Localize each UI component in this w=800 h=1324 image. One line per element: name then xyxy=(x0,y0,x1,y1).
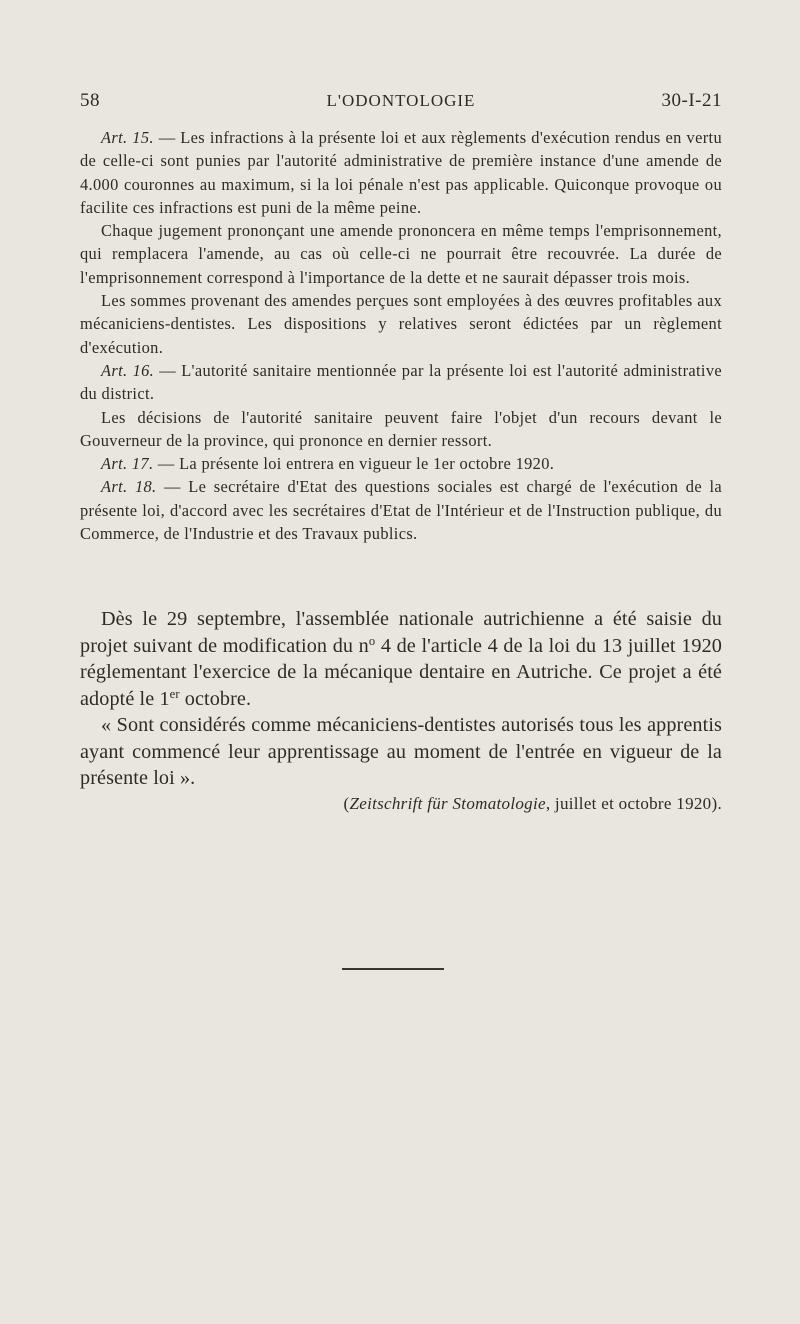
cited-journal: Zeitschrift für Stomatologie xyxy=(349,794,546,813)
law-paragraph xyxy=(80,452,722,475)
article-text: — La présente loi entrera en vigueur le 1er octobre 1920. xyxy=(153,454,555,474)
article-label: Art. 18. xyxy=(101,477,157,497)
article-label: Art. 17. xyxy=(101,454,154,474)
law-paragraph xyxy=(80,289,722,359)
citation-paren: ( xyxy=(343,794,350,813)
report-text: octobre. xyxy=(179,687,252,710)
law-paragraph xyxy=(80,406,722,453)
report-text: Dès le 29 septembre, l'assemblée nationale autrichienne a été saisie du projet suivant de modification du n xyxy=(80,608,722,657)
superscript: er xyxy=(169,686,180,701)
article-text: — L'autorité sanitaire mentionnée par la présente loi est l'autorité administrative du district. xyxy=(80,360,722,404)
article-label: Art. 15. xyxy=(101,128,154,147)
report-paragraph xyxy=(80,606,722,712)
article-text: Les sommes provenant des amendes perçues sont employées à des œuvres profitables aux mécaniciens-dentistes. Les dispositions y relatives seront édictées par un règlement d'exécution. xyxy=(80,291,722,357)
law-paragraph xyxy=(80,126,722,219)
article-text: Les décisions de l'autorité sanitaire peuvent faire l'objet d'un recours devant le Gouverneur de la province, qui prononce en dernier ressort. xyxy=(80,407,722,450)
issue-date: 30-I-21 xyxy=(661,90,722,111)
source-citation xyxy=(190,794,722,814)
article-text: Chaque jugement prononçant une amende prononcera en même temps l'emprisonnement, qui remplacera l'amende, au cas où celle-ci ne pourrait être recouvrée. La durée de l'emprisonnement correspond à l'importance de la dette et ne saurait dépasser trois mois. xyxy=(80,221,722,287)
law-text-block xyxy=(80,126,722,545)
article-text: — Les infractions à la présente loi et aux règlements d'exécution rendus en vertu de celle-ci sont punies par l'autorité administrative de première instance d'une amende de 4.000 couronnes au maximum, si la loi pénale n'est pas applicable. Quiconque provoque ou facilite ces infractions est puni de la même peine. xyxy=(80,128,722,217)
law-paragraph xyxy=(80,359,722,406)
citation-date: , juillet et octobre 1920). xyxy=(545,794,722,813)
law-paragraph xyxy=(80,219,722,289)
law-paragraph xyxy=(80,475,722,545)
report-quote: « Sont considérés comme mécaniciens-dentistes autorisés tous les apprentis ayant commencé leur apprentissage au moment de l'entrée en vigueur de la présente loi ». xyxy=(80,714,722,789)
article-text: — Le secrétaire d'Etat des questions sociales est chargé de l'exécution de la présente loi, d'accord avec les secrétaires d'Etat de l'Intérieur et de l'Instruction publique, du Commerce, de l'Industrie et des Travaux publics. xyxy=(80,477,722,544)
page-number: 58 xyxy=(80,90,100,111)
report-text: 4 de l'article 4 de la loi du 13 juillet 1920 réglementant l'exercice de la mécanique dentaire en Autriche. Ce projet a été adopté le 1 xyxy=(80,634,722,710)
running-header xyxy=(80,90,722,116)
report-block xyxy=(80,606,722,792)
journal-title: L'ODONTOLOGIE xyxy=(326,91,476,110)
superscript: o xyxy=(368,633,376,648)
article-label: Art. 16. xyxy=(101,360,155,380)
section-divider xyxy=(342,968,444,970)
